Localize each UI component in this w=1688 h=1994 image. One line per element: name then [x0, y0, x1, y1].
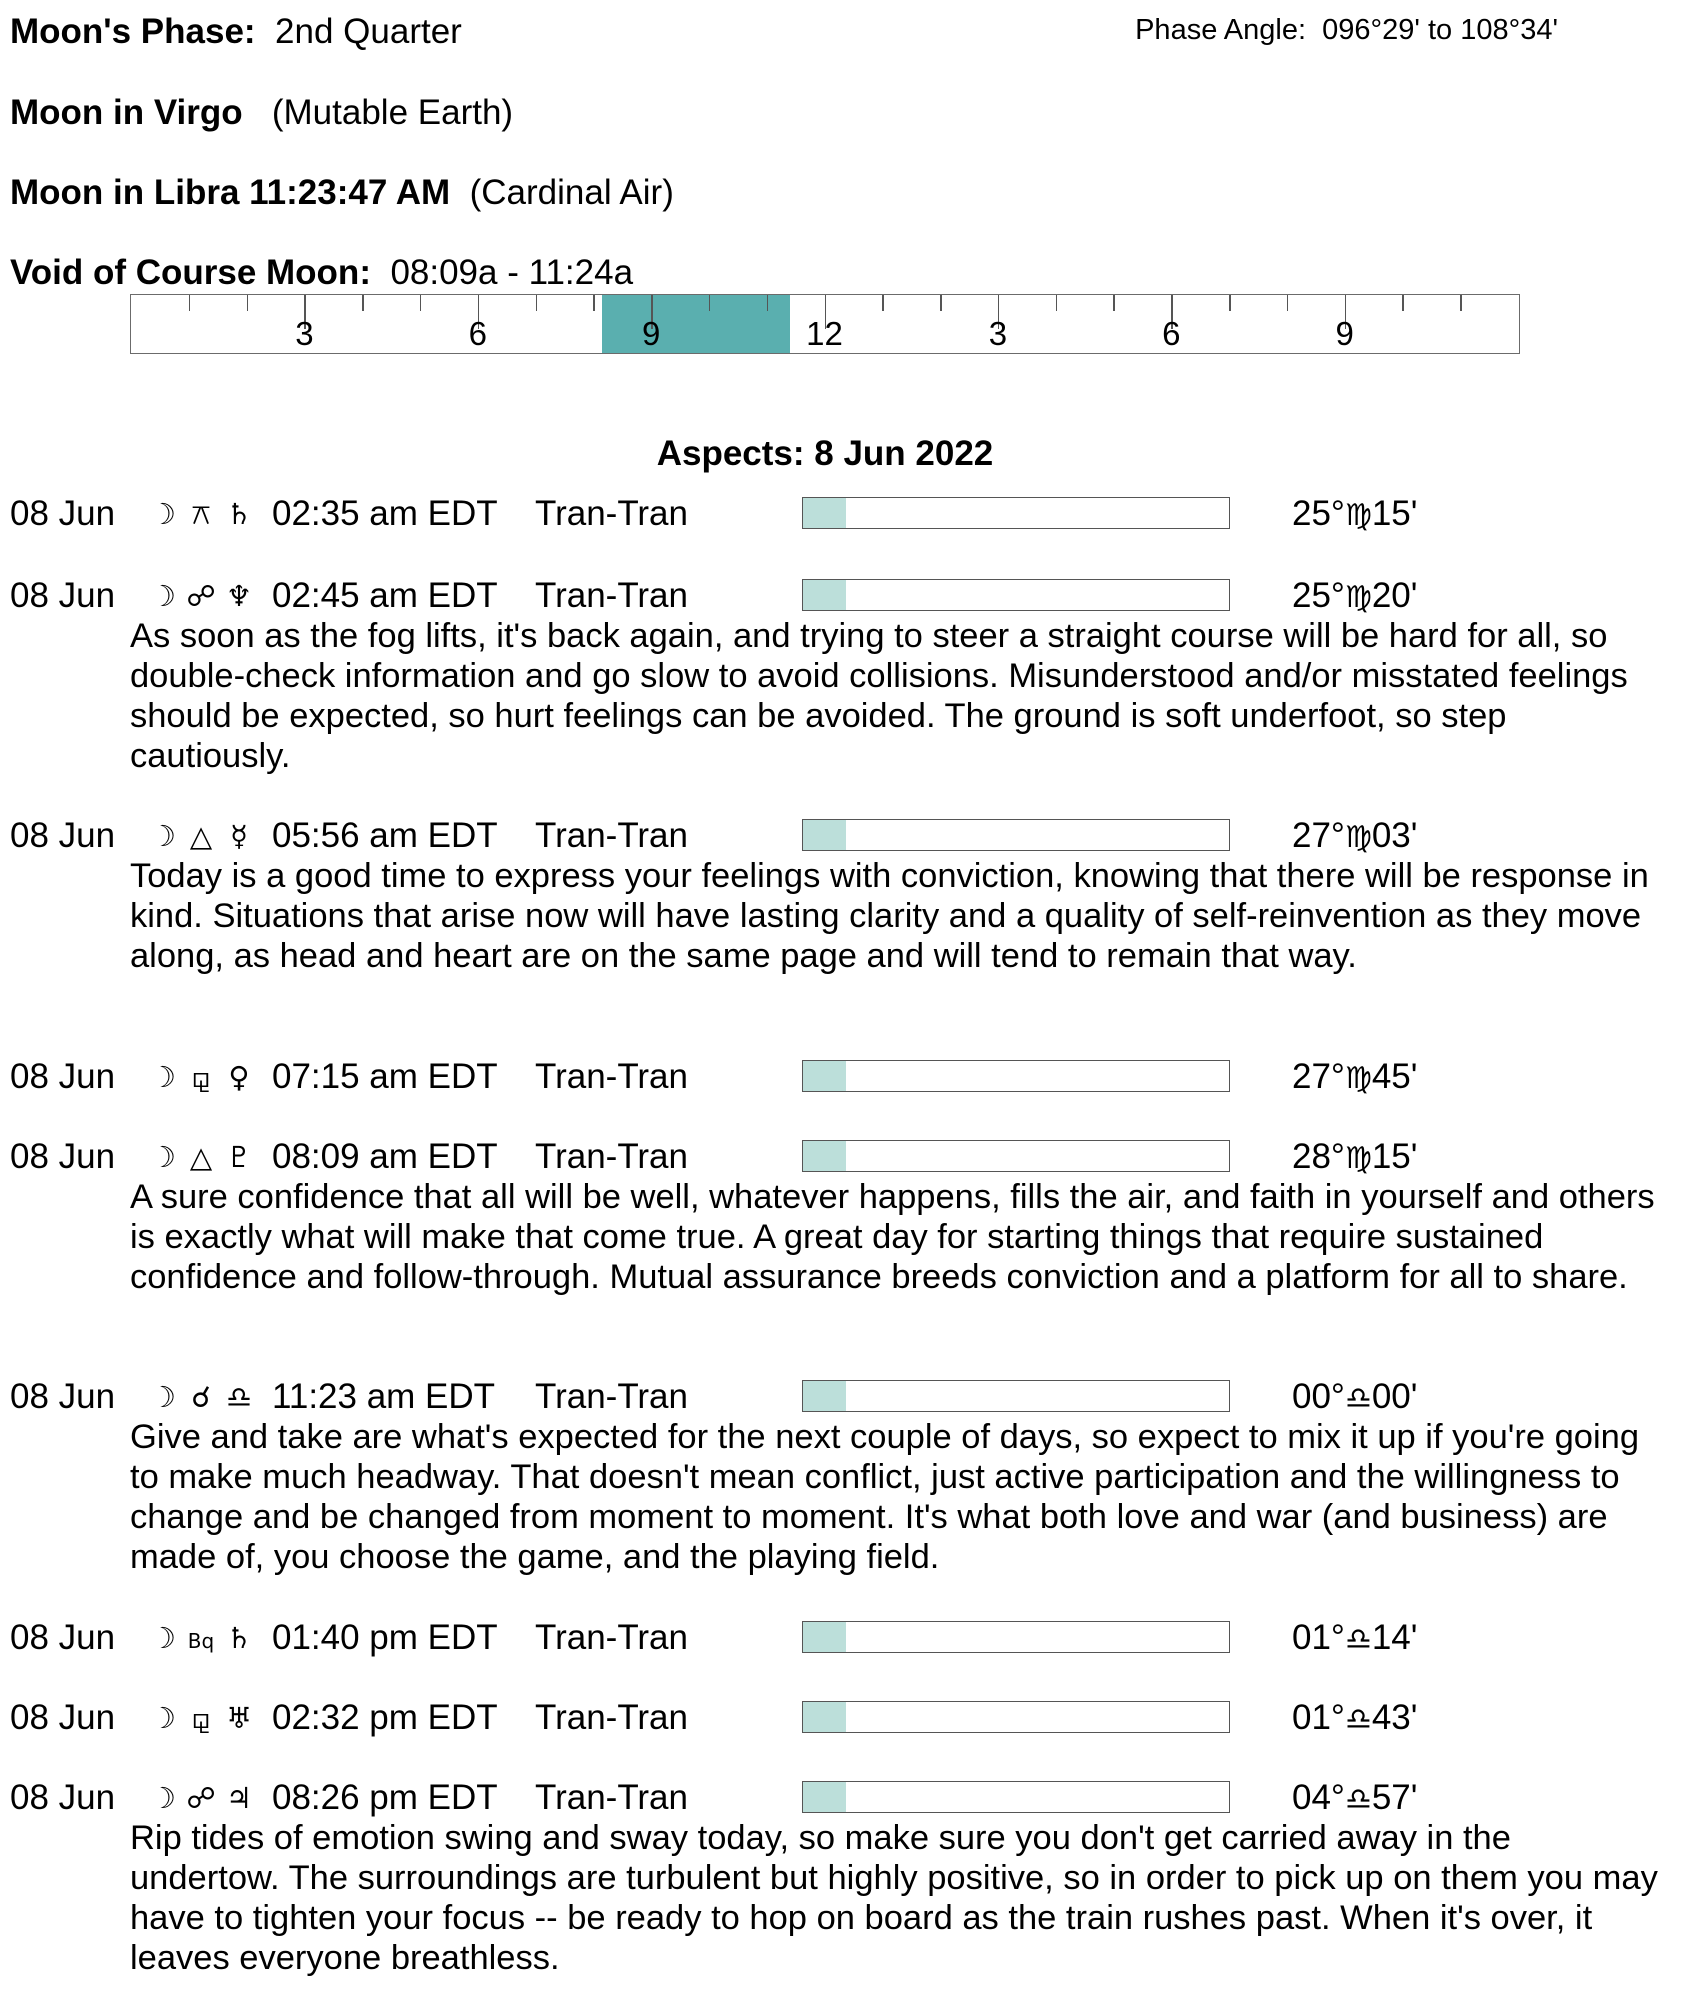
planet-icon: ☿ [230, 819, 248, 853]
aspect-description: As soon as the fog lifts, it's back again, and trying to steer a straight course will be hard for all, so double-check information and go slow to avoid collisions. Misunderstood and/or misstated feelings should be expected, so hurt feelings can be avoided. The ground is soft underfoot, so step cautiously. [130, 617, 1628, 775]
aspect-row [0, 1698, 1688, 1738]
aspect-row [0, 816, 1688, 856]
aspect-type: Tran-Tran [535, 1377, 688, 1416]
position-degrees: 25° [1292, 494, 1345, 533]
aspects-title: Aspects: 8 Jun 2022 [656, 434, 994, 473]
aspect-strength-fill [803, 580, 846, 610]
timeline-tick [593, 295, 595, 311]
phase-angle [1135, 12, 1558, 48]
aspect-description: A sure confidence that all will be well, whatever happens, fills the air, and faith in yourself and others is exactly what will make that come true. A great day for starting things that require sustained confidence and follow-through. Mutual assurance breeds conviction and a platform for all to share. [130, 1178, 1655, 1296]
timeline-hour-label: 9 [641, 315, 661, 352]
timeline-hour-label: 12 [806, 315, 843, 352]
position-degrees: 01° [1292, 1618, 1345, 1657]
aspect-date: 08 Jun [10, 576, 116, 615]
aspect-row [0, 1778, 1688, 1818]
aspect-position [1292, 1618, 1417, 1660]
aspect-glyphs [144, 816, 262, 856]
planet-icon: ♃ [226, 1781, 252, 1815]
planet-icon: ♎ [226, 1380, 252, 1414]
position-minutes: 03' [1371, 816, 1418, 855]
aspect-glyphs [144, 1698, 262, 1738]
moon-phase-line [10, 12, 462, 52]
aspect-strength-bar [802, 497, 1230, 529]
position-minutes: 14' [1371, 1618, 1418, 1657]
planet-icon: ♇ [226, 1140, 252, 1174]
aspect-position [1292, 1778, 1417, 1820]
zodiac-sign-icon: ♍ [1344, 1141, 1372, 1176]
aspect-description: Rip tides of emotion swing and sway today, so make sure you don't get carried away in the undertow. The surroundings are turbulent but highly positive, so in order to pick up on them you may have to tighten your focus -- be ready to hop on board as the train rushes past. When it's over, it leaves everyone breathless. [130, 1819, 1658, 1977]
position-minutes: 57' [1371, 1778, 1418, 1817]
moon-icon: ☽ [150, 1621, 176, 1655]
aspect-icon: ☍ [186, 579, 216, 613]
position-minutes: 43' [1371, 1698, 1418, 1737]
planet-icon: ♄ [226, 1621, 252, 1655]
aspect-icon: Bq [187, 1629, 215, 1653]
moon-icon: ☽ [150, 819, 176, 853]
timeline-tick [420, 295, 422, 311]
moon-sign-2-label: Moon in Libra 11:23:47 AM [10, 173, 451, 212]
aspect-strength-fill [803, 820, 846, 850]
aspect-type: Tran-Tran [535, 1778, 688, 1817]
aspect-icon: ⚻ [191, 497, 211, 531]
moon-icon: ☽ [150, 1380, 176, 1414]
voc-label: Void of Course Moon: [10, 253, 371, 292]
aspect-glyphs [144, 1618, 262, 1661]
position-degrees: 27° [1292, 1057, 1345, 1096]
void-of-course-band [602, 295, 790, 353]
aspect-icon: △ [189, 1140, 213, 1174]
aspect-date: 08 Jun [10, 1698, 116, 1737]
aspect-strength-fill [803, 498, 846, 528]
timeline-hour-label: 3 [988, 315, 1008, 352]
position-degrees: 27° [1292, 816, 1345, 855]
zodiac-sign-icon: ♎ [1344, 1622, 1372, 1657]
aspect-position [1292, 1057, 1417, 1099]
aspect-type: Tran-Tran [535, 1137, 688, 1176]
aspect-strength-bar [802, 1380, 1230, 1412]
aspect-date: 08 Jun [10, 816, 116, 855]
aspect-type: Tran-Tran [535, 1618, 688, 1657]
timeline-hour-label: 6 [1162, 315, 1181, 352]
aspect-time: 11:23 am EDT [272, 1377, 496, 1416]
moon-icon: ☽ [150, 579, 176, 613]
aspect-time: 08:09 am EDT [272, 1137, 498, 1176]
timeline-hour-label: 9 [1335, 315, 1354, 352]
timeline-tick [189, 295, 191, 311]
phase-angle-value: 096°29' to 108°34' [1322, 14, 1558, 46]
aspect-icon: △ [189, 819, 213, 853]
aspect-time: 08:26 pm EDT [272, 1778, 498, 1817]
moon-sign-2-quality: (Cardinal Air) [469, 173, 674, 212]
aspect-time: 01:40 pm EDT [272, 1618, 498, 1657]
timeline-tick [1056, 295, 1058, 311]
moon-sign-virgo-line [10, 93, 513, 133]
aspect-glyphs [144, 1057, 262, 1097]
aspect-row [0, 1137, 1688, 1177]
zodiac-sign-icon: ♍ [1344, 580, 1372, 615]
aspect-row [0, 1618, 1688, 1658]
moon-sign-libra-line [10, 173, 674, 213]
aspect-strength-fill [803, 1622, 846, 1652]
void-of-course-line [10, 253, 633, 293]
timeline-tick [1229, 295, 1231, 311]
aspect-strength-bar [802, 1060, 1230, 1092]
aspect-strength-bar [802, 1140, 1230, 1172]
aspect-date: 08 Jun [10, 494, 116, 533]
aspect-strength-bar [802, 1701, 1230, 1733]
planet-icon: ♆ [226, 579, 252, 613]
aspect-type: Tran-Tran [535, 1698, 688, 1737]
planet-icon: ♄ [226, 497, 252, 531]
moon-sign-1-label: Moon in Virgo [10, 93, 243, 132]
aspect-strength-bar [802, 1621, 1230, 1653]
moon-phase-label: Moon's Phase: [10, 12, 256, 51]
aspect-icon: ⚼ [190, 1060, 212, 1094]
position-minutes: 20' [1371, 576, 1418, 615]
position-minutes: 15' [1371, 1137, 1418, 1176]
moon-icon: ☽ [150, 1781, 176, 1815]
aspect-type: Tran-Tran [535, 576, 688, 615]
aspect-glyphs [144, 576, 262, 616]
position-minutes: 45' [1371, 1057, 1418, 1096]
timeline-tick [767, 295, 769, 311]
position-minutes: 00' [1371, 1377, 1418, 1416]
timeline-tick [1402, 295, 1404, 311]
aspect-glyphs [144, 1137, 262, 1177]
timeline-tick [709, 295, 711, 311]
aspect-date: 08 Jun [10, 1057, 116, 1096]
aspect-strength-fill [803, 1782, 846, 1812]
aspect-position [1292, 1377, 1417, 1419]
aspect-strength-fill [803, 1702, 846, 1732]
timeline-tick [362, 295, 364, 311]
aspect-type: Tran-Tran [535, 1057, 688, 1096]
aspect-description: Today is a good time to express your feelings with conviction, knowing that there will be response in kind. Situations that arise now will have lasting clarity and a quality of self-reinvention as they move along, as head and heart are on the same page and will tend to remain that way. [130, 857, 1649, 975]
phase-angle-label: Phase Angle: [1135, 14, 1307, 46]
aspect-description: Give and take are what's expected for the next couple of days, so expect to mix it up if you're going to make much headway. That doesn't mean conflict, just active participation and the willingness to change and be changed from moment to moment. It's what both love and war (and business) are made of, you choose the game, and the playing field. [130, 1418, 1640, 1576]
aspect-time: 05:56 am EDT [272, 816, 498, 855]
position-degrees: 25° [1292, 576, 1345, 615]
moon-icon: ☽ [150, 1140, 176, 1174]
aspect-row [0, 576, 1688, 616]
timeline-tick [882, 295, 884, 311]
aspect-position [1292, 494, 1417, 536]
moon-sign-1-quality: (Mutable Earth) [271, 93, 514, 132]
aspect-glyphs [144, 1377, 262, 1417]
aspect-time: 02:35 am EDT [272, 494, 498, 533]
aspect-glyphs [144, 494, 262, 534]
aspect-strength-fill [803, 1061, 846, 1091]
aspect-date: 08 Jun [10, 1377, 116, 1416]
position-minutes: 15' [1371, 494, 1418, 533]
planet-icon: ♅ [226, 1701, 252, 1735]
zodiac-sign-icon: ♍ [1344, 820, 1372, 855]
zodiac-sign-icon: ♎ [1344, 1782, 1372, 1817]
moon-icon: ☽ [150, 1701, 176, 1735]
void-of-course-timeline [130, 294, 1520, 354]
timeline-tick [536, 295, 538, 311]
position-degrees: 04° [1292, 1778, 1345, 1817]
aspect-position [1292, 576, 1417, 618]
position-degrees: 00° [1292, 1377, 1345, 1416]
aspect-strength-fill [803, 1381, 846, 1411]
timeline-hour-label: 3 [295, 315, 314, 352]
aspect-time: 07:15 am EDT [272, 1057, 498, 1096]
zodiac-sign-icon: ♍ [1344, 1061, 1372, 1096]
timeline-tick [940, 295, 942, 311]
aspect-strength-bar [802, 1781, 1230, 1813]
timeline-hour-label: 6 [468, 315, 487, 352]
zodiac-sign-icon: ♍ [1344, 498, 1372, 533]
planet-icon: ♀ [228, 1060, 250, 1094]
aspect-glyphs [144, 1778, 262, 1818]
aspect-icon: ☍ [186, 1781, 216, 1815]
moon-icon: ☽ [150, 497, 176, 531]
voc-value: 08:09a - 11:24a [390, 253, 634, 292]
zodiac-sign-icon: ♎ [1344, 1702, 1372, 1737]
timeline-tick [1113, 295, 1115, 311]
aspect-date: 08 Jun [10, 1137, 116, 1176]
timeline-tick [1287, 295, 1289, 311]
aspect-position [1292, 1698, 1417, 1740]
aspect-type: Tran-Tran [535, 816, 688, 855]
aspect-time: 02:32 pm EDT [272, 1698, 498, 1737]
aspect-strength-fill [803, 1141, 846, 1171]
aspect-row [0, 494, 1688, 534]
timeline-tick [247, 295, 249, 311]
aspect-date: 08 Jun [10, 1778, 116, 1817]
aspect-strength-bar [802, 819, 1230, 851]
timeline-tick [1460, 295, 1462, 311]
zodiac-sign-icon: ♎ [1344, 1381, 1372, 1416]
aspect-icon: ⚼ [190, 1701, 212, 1735]
aspect-strength-bar [802, 579, 1230, 611]
moon-phase-value: 2nd Quarter [275, 12, 462, 51]
aspect-position [1292, 1137, 1417, 1179]
aspect-row [0, 1377, 1688, 1417]
aspect-position [1292, 816, 1417, 858]
aspect-row [0, 1057, 1688, 1097]
aspect-date: 08 Jun [10, 1618, 116, 1657]
moon-icon: ☽ [150, 1060, 176, 1094]
position-degrees: 01° [1292, 1698, 1345, 1737]
position-degrees: 28° [1292, 1137, 1345, 1176]
aspect-type: Tran-Tran [535, 494, 688, 533]
aspect-time: 02:45 am EDT [272, 576, 498, 615]
aspect-icon: ☌ [191, 1380, 211, 1414]
